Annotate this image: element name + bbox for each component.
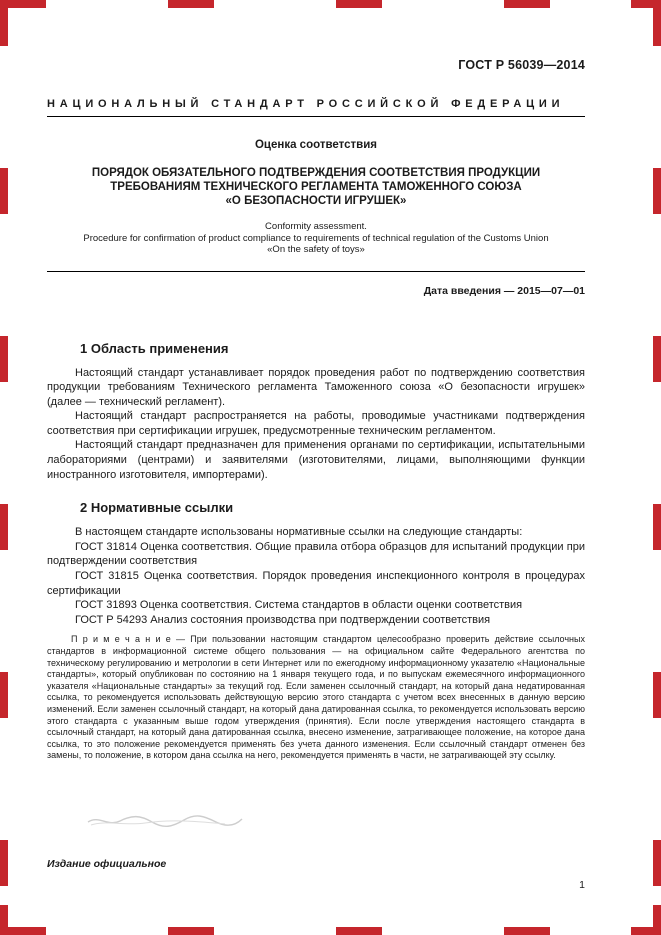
page-number: 1 <box>579 879 585 891</box>
scan-frame-edge-top <box>0 0 661 8</box>
effective-date: Дата введения — 2015—07—01 <box>423 284 585 297</box>
section-2-heading: 2 Нормативные ссылки <box>80 500 234 516</box>
title-en-line-2: Procedure for confirmation of product compliance to requirements of technical regulation of the Customs Union <box>83 232 549 244</box>
title-line-2: ТРЕБОВАНИЯМ ТЕХНИЧЕСКОГО РЕГЛАМЕНТА ТАМОЖЕННОГО СОЮЗА <box>110 181 522 193</box>
standard-title-english <box>47 221 585 256</box>
section-1-heading: 1 Область применения <box>80 340 229 356</box>
pen-scribble-artifact <box>85 812 245 830</box>
title-divider <box>47 271 585 272</box>
banner-divider <box>47 116 585 117</box>
section-2-note: П р и м е ч а н и е — При пользовании настоящим стандартом целесообразно проверить действие ссылочных стандартов в информационной системе общего пользования — на официальном сайте Федерального агентства по техническому регулированию и метрологии в сети Интернет или по ежегодному информационному указателю «Национальные стандарты», который опубликован по состоянию на 1 января текущего года, и по выпускам ежемесячного информационного указателя «Национальные стандарты» за текущий год. Если заменен ссылочный стандарт, на который дана недатированная ссылка, то рекомендуется использовать действующую версию этого стандарта с учетом всех внесенных в данную версию изменений. Если заменен ссылочный стандарт, на который дана датированная ссылка, то рекомендуется использовать версию этого стандарта с указанным выше годом утверждения (принятия). Если после утверждения настоящего стандарта в ссылочный стандарт, на который дана датированная ссылка, внесено изменение, затрагивающее положение, на которое дана ссылка, то это положение рекомендуется применять без учета данного изменения. Если ссылочный стандарт отменен без замены, то положение, в котором дана ссылка на него, рекомендуется применять в части, не затрагивающей эту ссылку. <box>47 634 585 761</box>
title-line-1: ПОРЯДОК ОБЯЗАТЕЛЬНОГО ПОДТВЕРЖДЕНИЯ СООТВЕТСТВИЯ ПРОДУКЦИИ <box>91 167 541 179</box>
standard-title <box>47 166 585 208</box>
normative-reference: ГОСТ 31815 Оценка соответствия. Порядок проведения инспекционного контроля в процедурах сертификации <box>47 570 585 597</box>
title-line-3: «О БЕЗОПАСНОСТИ ИГРУШЕК» <box>225 195 407 207</box>
standard-subject: Оценка соответствия <box>254 139 377 151</box>
scan-frame-edge-right <box>653 0 661 935</box>
title-en-line-3: «On the safety of toys» <box>267 244 365 255</box>
national-standard-banner: НАЦИОНАЛЬНЫЙ СТАНДАРТ РОССИЙСКОЙ ФЕДЕРАЦИИ <box>47 98 565 110</box>
section-1-paragraph: Настоящий стандарт предназначен для применения органами по сертификации, испытательными лабораториями (центрами) и заявителями (изготовителями, лицами, выполняющими функции иностранного изготовителя, импортерами). <box>47 439 585 481</box>
normative-reference: ГОСТ 31814 Оценка соответствия. Общие правила отбора образцов для испытаний продукции при подтверждении соответствия <box>47 540 585 568</box>
section-1-paragraph: Настоящий стандарт устанавливает порядок проведения работ по подтверждению соответствия продукции требованиям Технического регламента Таможенного союза «О безопасности игрушек» (далее — технический регламент). <box>47 366 585 408</box>
doc-code: ГОСТ Р 56039—2014 <box>458 58 585 72</box>
title-en-line-1: Conformity assessment. <box>265 221 367 232</box>
document-page <box>8 8 653 927</box>
section-2-intro: В настоящем стандарте использованы нормативные ссылки на следующие стандарты: <box>75 526 523 539</box>
scan-frame-edge-bottom <box>0 927 661 935</box>
normative-reference: ГОСТ Р 54293 Анализ состояния производства при подтверждении соответствия <box>75 613 491 626</box>
section-1-paragraph: Настоящий стандарт распространяется на работы, проводимые участниками подтверждения соответствия при сертификации игрушек, предусмотренные техническим регламентом. <box>47 410 585 437</box>
normative-reference: ГОСТ 31893 Оценка соответствия. Система стандартов в области оценки соответствия <box>75 599 523 612</box>
scan-frame-edge-left <box>0 0 8 935</box>
official-edition-label: Издание официальное <box>47 858 167 870</box>
